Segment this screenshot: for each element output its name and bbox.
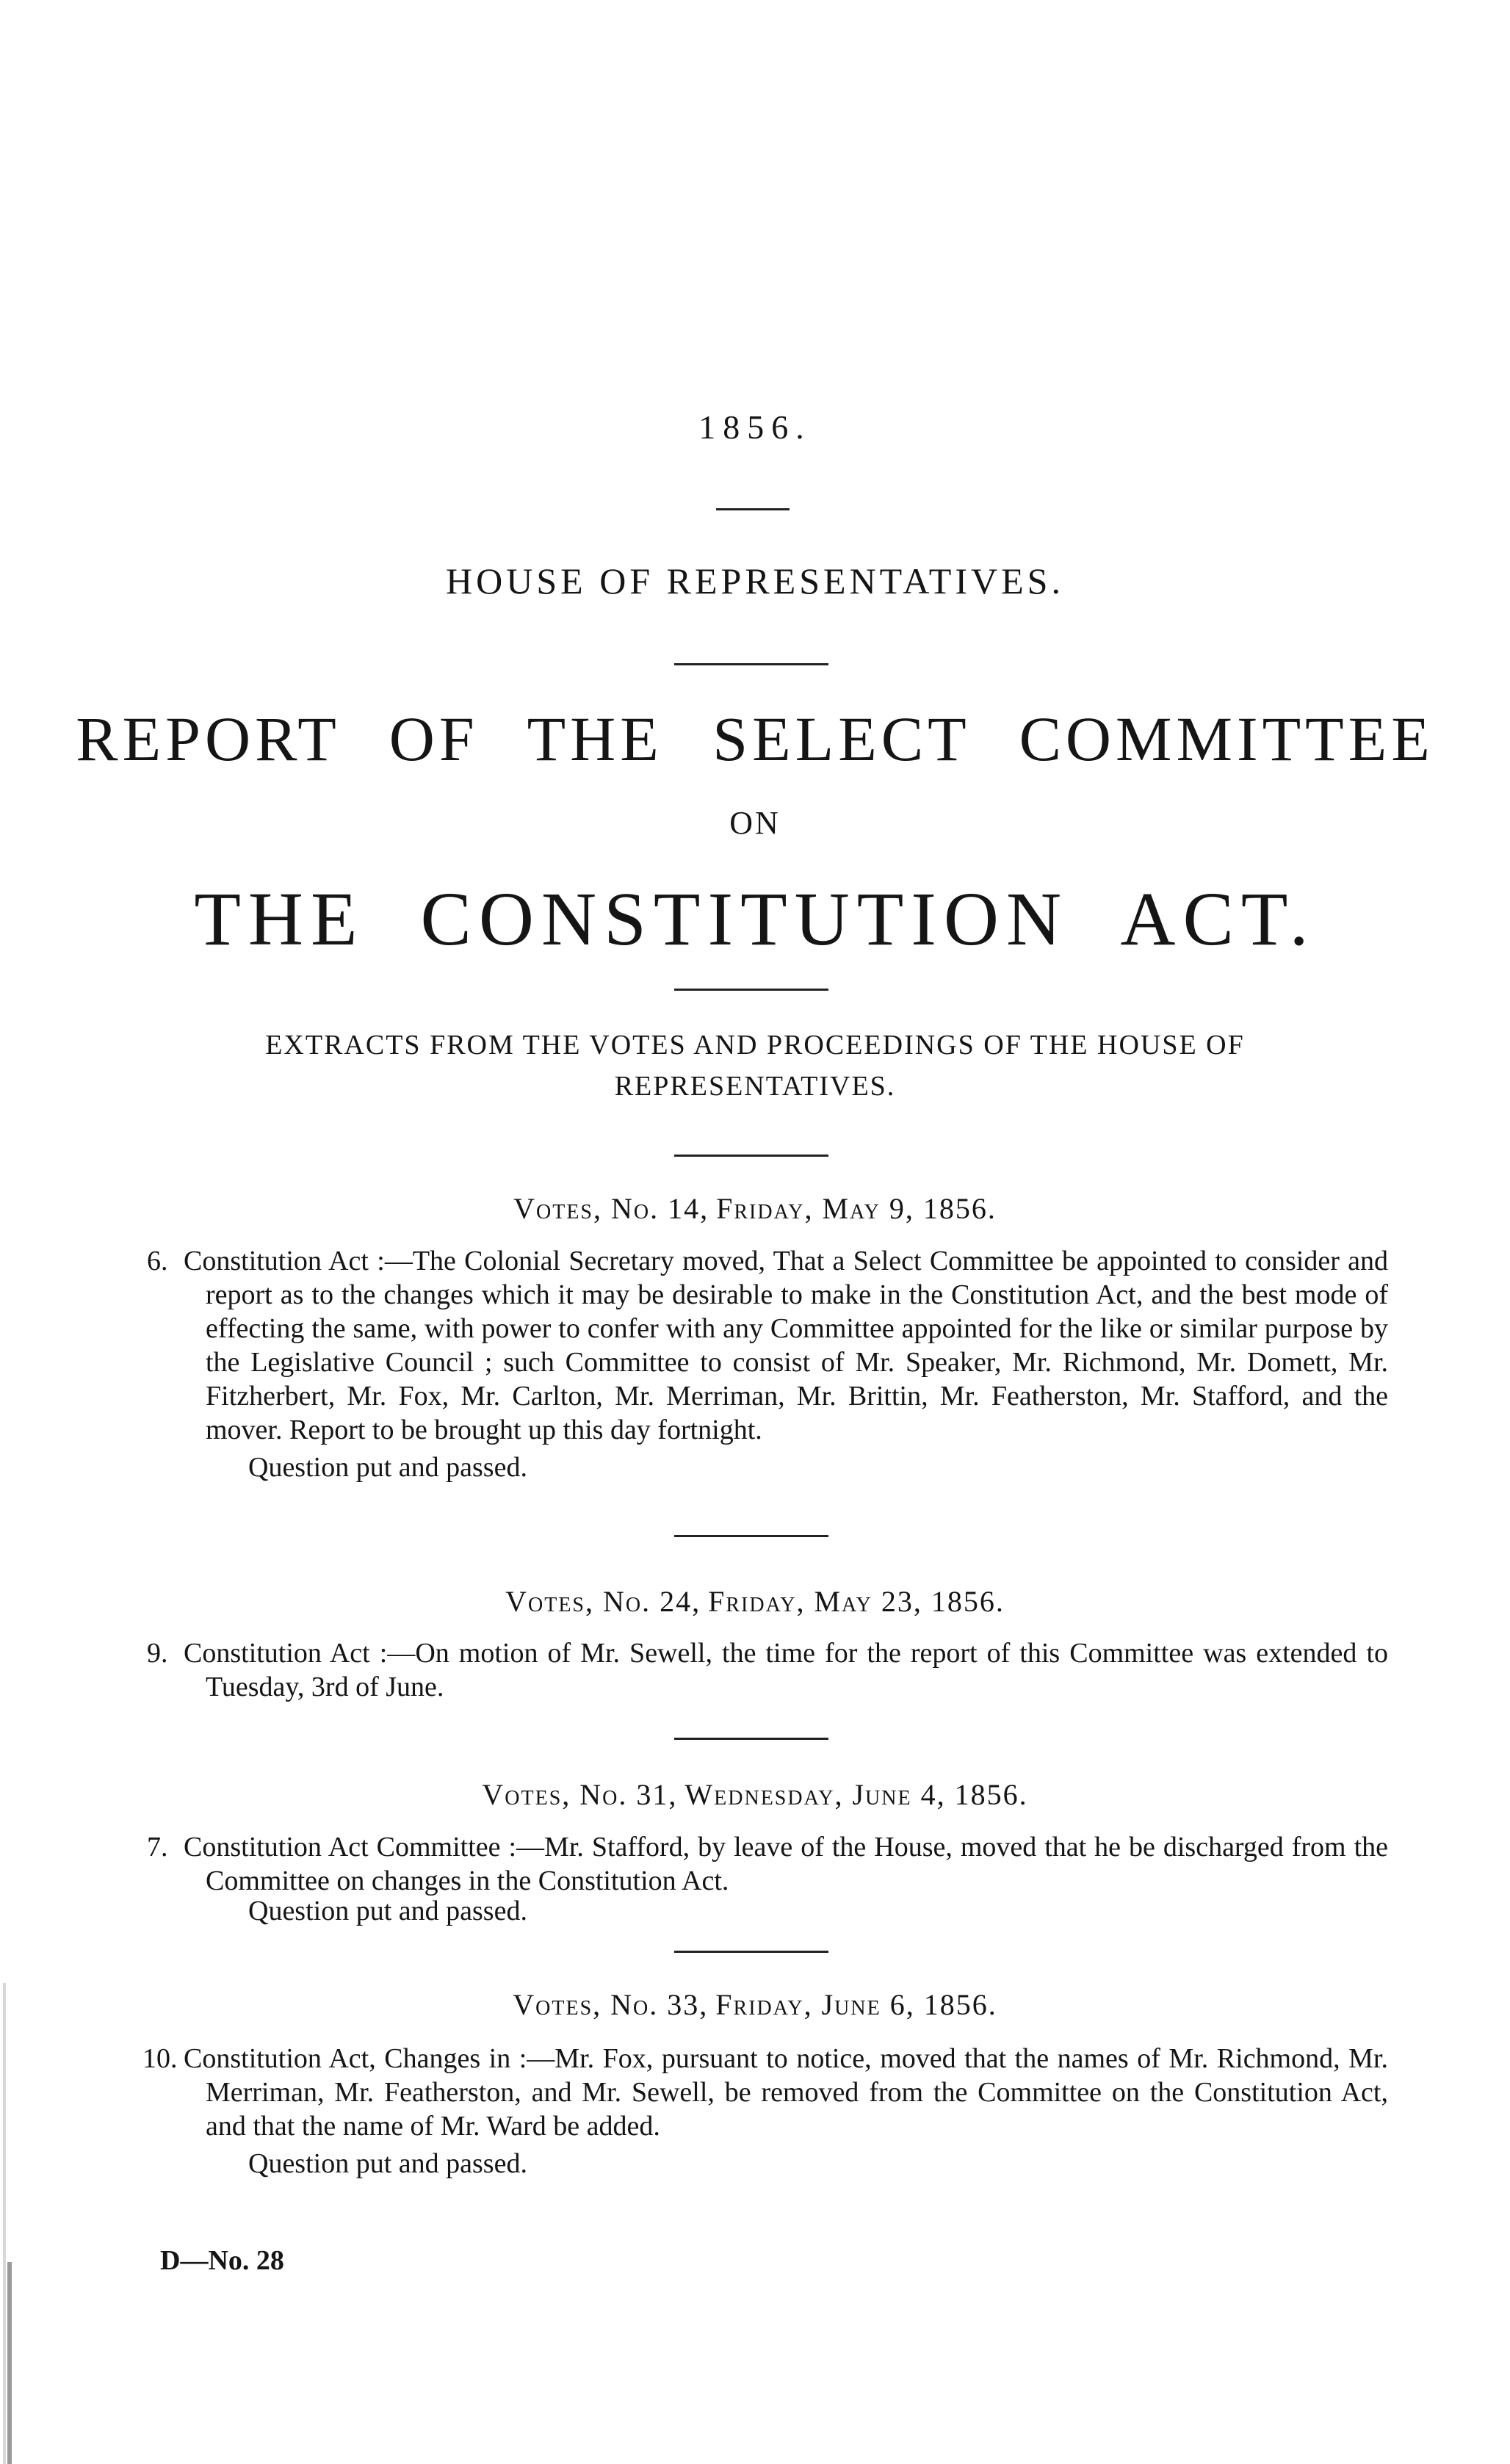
divider-3 [674, 989, 828, 991]
scan-edge-mark [0, 1983, 16, 2464]
divider-1 [716, 508, 790, 510]
votes-date-1: Friday, May 9, 1856. [716, 1192, 997, 1225]
votes-heading-4 [0, 1987, 1510, 2022]
votes-number-4: Votes, No. 33, [513, 1988, 709, 2021]
entry-text-3: Constitution Act Committee :—Mr. Stafford, by leave of the House, moved that he be discharged from the Committee on changes in the Constitution Act. [184, 1832, 1388, 1896]
entry-2 [147, 1636, 1388, 1704]
entry-text-1: Constitution Act :—The Colonial Secretary moved, That a Select Committee be appointed to consider and report as to the changes which it may be desirable to make in the Constitution Act, and the best mode of effecting the same, with power to confer with any Committee appointed for the like or similar purpose by the Legislative Council ; such Committee to consist of Mr. Speaker, Mr. Richmond, Mr. Domett, Mr. Fitzherbert, Mr. Fox, Mr. Carlton, Mr. Merriman, Mr. Brittin, Mr. Featherston, Mr. Stafford, and the mover. Report to be brought up this day fortnight. [184, 1246, 1388, 1445]
divider-6 [674, 1738, 828, 1740]
resolution-3: Question put and passed. [248, 1896, 527, 1926]
divider-2 [674, 663, 828, 665]
entry-number-3: 7. [147, 1832, 168, 1863]
act-title: THE CONSTITUTION ACT. [194, 877, 1316, 961]
on-word: ON [729, 805, 781, 841]
entry-text-4: Constitution Act, Changes in :—Mr. Fox, pursuant to notice, moved that the names of Mr. Richmond, Mr. Merriman, Mr. Featherston, and Mr. Sewell, be removed from the Committee on the Constitution Act, and that the name of Mr. Ward be added. [184, 2043, 1388, 2142]
extracts-line-1: EXTRACTS FROM THE VOTES AND PROCEEDINGS OF THE HOUSE OF [265, 1030, 1245, 1061]
divider-4 [674, 1155, 828, 1157]
extracts-heading [0, 1025, 1510, 1107]
resolution-4: Question put and passed. [248, 2148, 527, 2179]
votes-number-3: Votes, No. 31, [482, 1778, 678, 1811]
house-heading: HOUSE OF REPRESENTATIVES. [446, 560, 1064, 601]
entry-number-1: 6. [147, 1246, 168, 1276]
votes-heading-3 [0, 1777, 1510, 1812]
document-code: D—No. 28 [160, 2245, 284, 2276]
votes-heading-1 [0, 1191, 1510, 1226]
votes-date-3: Wednesday, June 4, 1856. [684, 1778, 1028, 1811]
votes-heading-2 [0, 1584, 1510, 1619]
extracts-line-2: REPRESENTATIVES. [614, 1071, 896, 1102]
votes-date-4: Friday, June 6, 1856. [715, 1988, 997, 2021]
report-title: REPORT OF THE SELECT COMMITTEE [76, 704, 1434, 774]
entry-1 [147, 1244, 1388, 1447]
votes-date-2: Friday, May 23, 1856. [708, 1585, 1005, 1618]
divider-5 [674, 1535, 828, 1537]
year: 1856. [698, 408, 812, 446]
votes-number-1: Votes, No. 14, [513, 1192, 709, 1225]
entry-number-4: 10. [142, 2043, 178, 2074]
divider-7 [674, 1951, 828, 1953]
votes-number-2: Votes, No. 24, [505, 1585, 701, 1618]
entry-4 [142, 2042, 1388, 2143]
entry-number-2: 9. [147, 1638, 168, 1669]
entry-text-2: Constitution Act :—On motion of Mr. Sewell, the time for the report of this Committee was extended to Tuesday, 3rd of June. [184, 1638, 1388, 1702]
resolution-1: Question put and passed. [248, 1452, 527, 1483]
entry-3 [147, 1830, 1388, 1898]
